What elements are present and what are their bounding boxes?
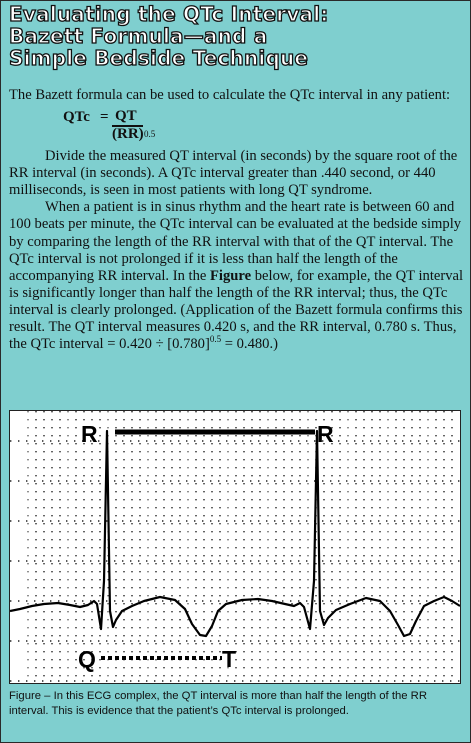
formula-equals: = [100, 109, 109, 126]
intro-paragraph: The Bazett formula can be used to calculate the QTc interval in any patient: [9, 87, 451, 103]
ecg-figure [9, 410, 461, 684]
paragraph-1: Divide the measured QT interval (in seconds) by the square root of the RR interval (in seconds). A QTc interval greater than .440 second, or 440 milliseconds, is seen in most patients with long QT syndrome. [9, 148, 458, 199]
title-line-2: Bazett Formula—and a [9, 24, 268, 48]
panel-title [9, 3, 329, 69]
paragraph-2-exponent: 0.5 [209, 334, 222, 345]
formula-lhs: QTc [63, 109, 90, 126]
formula-denominator: (RR) [112, 126, 144, 143]
label-t: T [222, 646, 237, 672]
body-text [9, 87, 464, 353]
label-r-right: R [317, 421, 334, 447]
paragraph-2-part-1: When a patient is in sinus rhythm and the heart rate is between 60 and 100 beats per minute, the QTc interval can be evaluated at the bedside simply by comparing the length of the RR interval with that of the QT interval. The QTc interval is not prolonged if it is less than half the length of the accompanying RR interval. In the [9, 199, 462, 284]
label-r-left: R [81, 421, 98, 447]
title-line-3: Simple Bedside Technique [9, 46, 309, 70]
ecg-trace [10, 431, 460, 636]
bazett-formula [9, 104, 464, 148]
ecg-strip [10, 411, 460, 683]
paragraph-2-part-3: = 0.480.) [221, 336, 278, 353]
ecg-grid [10, 411, 460, 683]
label-q: Q [78, 646, 96, 672]
figure-caption: Figure – In this ECG complex, the QT interval is more than half the length of the RR interval. This is evidence that the patient’s QTc interval is prolonged. [9, 690, 427, 717]
paragraph-2-part-2: below, for example, the QT interval is significantly longer than half the length of the RR interval; thus, the QTc interval is clearly prolonged. (Application of the Bazett formula confirms this result. The QT interval measures 0.420 s, and the RR interval, 0.780 s. Thus, the QTc interval = 0.420 ÷ [0.780] [9, 267, 464, 353]
formula-numerator: QT [115, 108, 137, 125]
figure-reference: Figure [210, 267, 252, 284]
title-line-1: Evaluating the QTc Interval: [9, 2, 329, 26]
formula-exponent: 0.5 [144, 129, 156, 140]
paragraph-2 [9, 199, 464, 353]
